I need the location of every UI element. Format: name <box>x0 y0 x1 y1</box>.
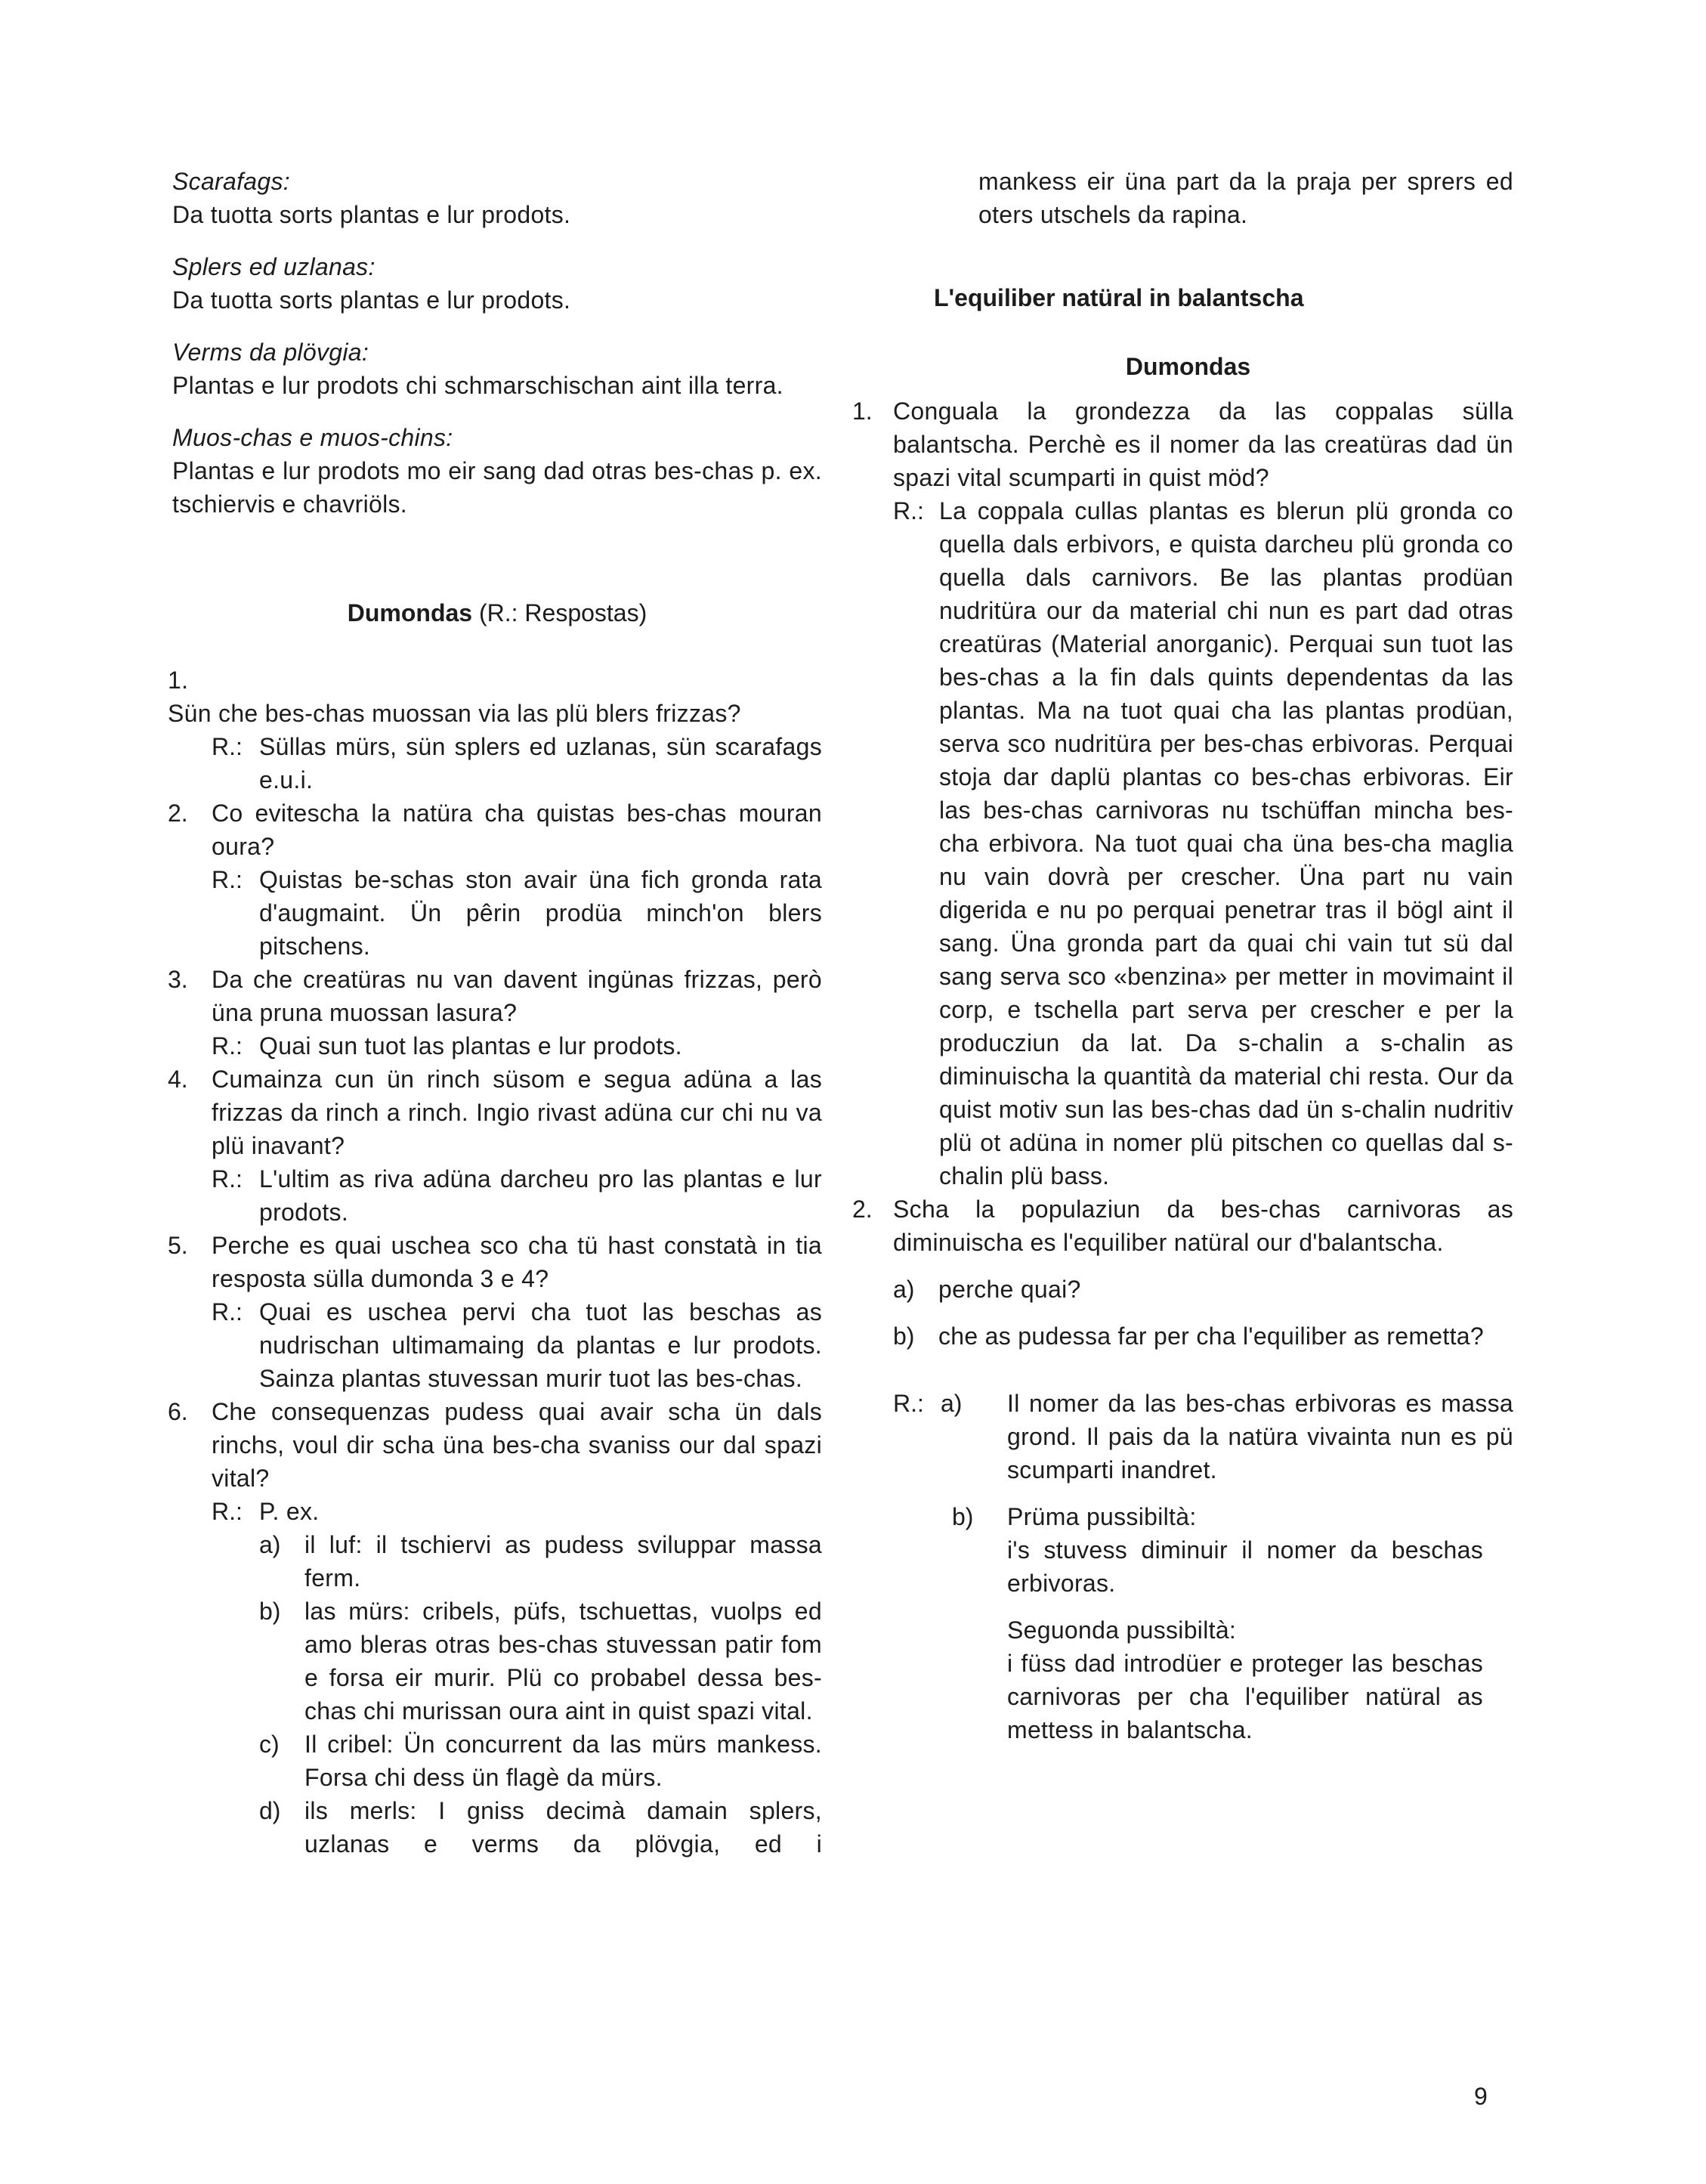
response <box>893 1387 1513 1746</box>
sub-text: Il cribel: Ün concurrent da las mürs mankess. Forsa chi dess ün flagè da mürs. <box>304 1731 822 1791</box>
question-1 <box>852 394 1513 1193</box>
sub-answer-a <box>259 1528 822 1595</box>
entry-label: Scarafags: <box>172 168 290 195</box>
heading-bold: Dumondas <box>347 599 473 626</box>
sub-text: che as pudessa far per cha l'equiliber as remetta? <box>938 1322 1484 1350</box>
sub-text: las mürs: cribels, püfs, tschuettas, vuolps ed amo bleras otras bes-chas stuvessan patir fom e forsa eir murir. Plü co probabel dessa bes-chas chi murissan oura aint in quist spazi vital. <box>304 1598 822 1725</box>
question-text: Da che creatüras nu van davent ingünas frizzas, però üna pruna muossan lasura? <box>212 966 822 1026</box>
sub-answer-d <box>259 1794 822 1861</box>
question-2 <box>852 1193 1513 1746</box>
entry-text: Da tuotta sorts plantas e lur prodots. <box>172 201 571 228</box>
response-text: P. ex. <box>259 1498 320 1525</box>
sub-letter: b) <box>259 1598 281 1625</box>
answer-title-1: Prüma pussibiltà: <box>1007 1503 1197 1530</box>
question-number: 2. <box>168 800 188 827</box>
food-entry-muos-chas <box>172 421 822 521</box>
response-label: R.: <box>212 1032 243 1060</box>
response-text: Quai es uschea pervi cha tuot las beschas as nudrischan ultimamaing da plantas e lur prodots. Sainza plantas stuvessan murir tuot las bes-chas. <box>259 1298 822 1392</box>
question-text: Sün che bes-chas muossan via las plü blers frizzas? <box>168 700 741 727</box>
sub-letter: a) <box>259 1531 281 1558</box>
response <box>893 494 1513 1193</box>
question-1 <box>168 664 822 797</box>
questions-heading <box>168 596 822 630</box>
answer-title-2: Seguonda pussibiltà: <box>1007 1616 1237 1644</box>
response-text: Süllas mürs, sün splers ed uzlanas, sün scarafags e.u.i. <box>259 733 822 793</box>
response-text: La coppala cullas plantas es blerun plü gronda co quella dals erbivors, e quista darcheu plü gronda co quella dals carnivors. Be las plantas prodüan nudritüra our da material chi nun es part dad otras creatüras (Material anorganic). Perquai sun tuot las bes-chas a la fin dals quints dependentas da las plantas. Ma na tuot quai cha las plantas prodüan, serva sco nudritüra per bes-chas erbivoras. Perquai stoja dar daplü plantas co bes-chas erbivoras. Eir las bes-chas carnivoras nu tschüffan mincha bes-cha erbivora. Na tuot quai cha üna bes-cha maglia nu vain dovrà per crescher. Üna part nu vain digerida e nu po perquai penetrar tras il bögl aint il sang. Üna gronda part da quai chi vain tut sü dal sang serva sco «benzina» per metter in movimaint il corp, e tschella part serva per crescher e per la producziun da lat. Da s-chalin a s-chalin as diminuischa la quantità da material chi resta. Our da quist motiv sun las bes-chas dad ün s-chalin nudritiv plü ot adüna in nomer plü pitschen co quellas dal s-chalin plü bass. <box>939 497 1513 1189</box>
response-label: R.: <box>212 1165 243 1193</box>
question-6 <box>168 1395 822 1861</box>
question-number: 1. <box>852 398 873 425</box>
answer-text-1: i's stuvess diminuir il nomer da beschas erbivoras. <box>1007 1536 1483 1597</box>
heading-normal: (R.: Respostas) <box>472 599 647 626</box>
question-number: 2. <box>852 1196 873 1223</box>
entry-text: Plantas e lur prodots chi schmarschischan aint illa terra. <box>172 372 783 399</box>
answer-letter: b) <box>952 1503 974 1530</box>
response <box>212 1495 822 1861</box>
entry-label: Muos-chas e muos-chins: <box>172 424 453 451</box>
answer-a <box>893 1387 1513 1486</box>
food-entry-verms <box>172 336 822 402</box>
response-label: R.: <box>893 1390 924 1417</box>
sub-letter: d) <box>259 1797 281 1824</box>
sub-question-b <box>893 1319 1513 1353</box>
question-number: 3. <box>168 966 188 993</box>
sub-letter: b) <box>893 1322 915 1350</box>
question-text: Co evitescha la natüra cha quistas bes-chas mouran oura? <box>212 800 822 860</box>
section-title: L'equiliber natüral in balantscha <box>934 284 1304 311</box>
question-text: Scha la populaziun da bes-chas carnivoras as diminuischa es l'equiliber natüral our d'balantscha. <box>893 1196 1513 1256</box>
response <box>212 863 822 963</box>
question-text: Che consequenzas pudess quai avair scha ün dals rinchs, voul dir scha üna bes-cha svaniss our dal spazi vital? <box>212 1398 822 1492</box>
question-5 <box>168 1229 822 1395</box>
answer-text-2: i füss dad introdüer e proteger las beschas carnivoras per cha l'equiliber natüral as mettess in balantscha. <box>1007 1650 1483 1743</box>
response <box>212 1029 822 1063</box>
sub-question-a <box>893 1273 1513 1306</box>
question-number: 4. <box>168 1066 188 1093</box>
response-label: R.: <box>212 1498 243 1525</box>
answer-text: Il nomer da las bes-chas erbivoras es massa grond. Il pais da la natüra vivainta nun es pü scumparti inandret. <box>1007 1390 1513 1483</box>
left-column <box>168 165 822 1861</box>
questions-heading: Dumondas <box>1125 353 1251 380</box>
food-entry-splers <box>172 250 822 317</box>
entry-text: Da tuotta sorts plantas e lur prodots. <box>172 286 571 314</box>
response <box>212 730 822 797</box>
continuation-text: mankess eir üna part da la praja per sprers ed oters utschels da rapina. <box>978 168 1513 228</box>
question-number: 1. <box>168 667 189 694</box>
response-text: L'ultim as riva adüna darcheu pro las plantas e lur prodots. <box>259 1165 822 1226</box>
sub-answer-b <box>259 1595 822 1728</box>
response-label: R.: <box>212 733 243 760</box>
question-number: 6. <box>168 1398 188 1425</box>
right-column <box>852 165 1513 1746</box>
question-3 <box>168 963 822 1063</box>
sub-text: ils merls: I gniss decimà damain splers, uzlanas e verms da plövgia, ed i <box>304 1797 822 1858</box>
entry-text: Plantas e lur prodots mo eir sang dad otras bes-chas p. ex. tschiervis e chavriöls. <box>172 457 822 518</box>
entry-label: Verms da plövgia: <box>172 339 369 366</box>
page-number: 9 <box>1474 2083 1488 2110</box>
entry-label: Splers ed uzlanas: <box>172 253 376 280</box>
question-2 <box>168 797 822 963</box>
food-entry-scarafags <box>172 165 822 231</box>
response-text: Quai sun tuot las plantas e lur prodots. <box>259 1032 682 1060</box>
question-4 <box>168 1063 822 1229</box>
response-text: Quistas be-schas ston avair üna fich gronda rata d'augmaint. Ün pêrin prodüa minch'on blers pitschens. <box>259 866 822 960</box>
response <box>212 1295 822 1395</box>
sub-letter: c) <box>259 1731 280 1758</box>
response-label: R.: <box>212 1298 243 1326</box>
answer-b <box>893 1500 1513 1746</box>
sub-letter: a) <box>893 1276 915 1303</box>
response <box>212 1162 822 1229</box>
answer-letter: a) <box>941 1390 963 1417</box>
question-text: Cumainza cun ün rinch süsom e segua adüna a las frizzas da rinch a rinch. Ingio rivast adüna cur chi nu va plü inavant? <box>212 1066 822 1159</box>
sub-answer-c <box>259 1728 822 1794</box>
question-text: Perche es quai uschea sco cha tü hast constatà in tia resposta sülla dumonda 3 e 4? <box>212 1232 822 1292</box>
sub-text: il luf: il tschiervi as pudess sviluppar massa ferm. <box>304 1531 822 1592</box>
question-text: Conguala la grondezza da las coppalas sülla balantscha. Perchè es il nomer da las creatüras dad ün spazi vital scumparti in quist möd? <box>893 398 1513 491</box>
response-label: R.: <box>212 866 243 893</box>
response-label: R.: <box>893 497 924 524</box>
question-number: 5. <box>168 1232 188 1259</box>
sub-text: perche quai? <box>938 1276 1081 1303</box>
